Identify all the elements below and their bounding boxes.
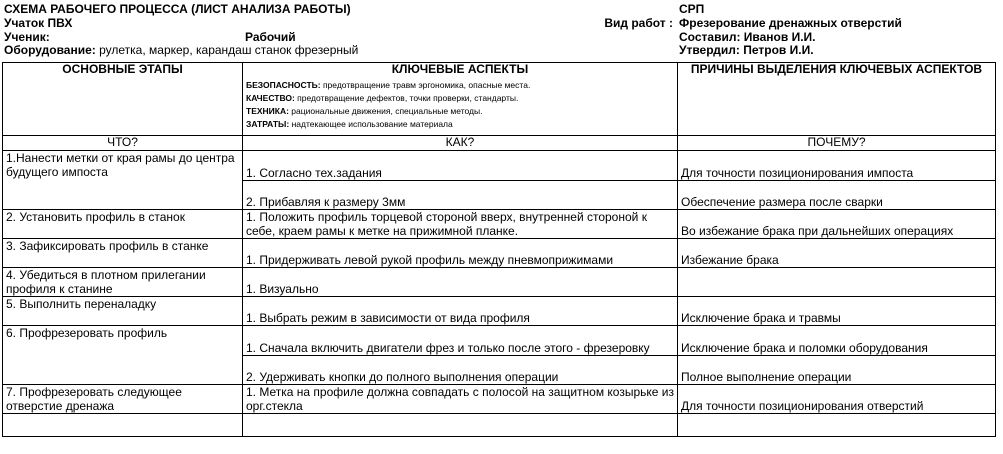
- aspect-costs: ЗАТРАТЫ: надтекающее использование материала: [246, 119, 453, 129]
- what-cell: 5. Выполнить переналадку: [3, 297, 243, 326]
- work-type-value: Фрезерование дренажных отверстий: [679, 16, 902, 30]
- why-cell: [678, 414, 996, 437]
- why-cell: Исключение брака и травмы: [678, 297, 996, 326]
- department-code: СРП: [679, 2, 705, 16]
- table-row: [3, 151, 996, 181]
- aspect-quality: КАЧЕСТВО: предотвращение дефектов, точки проверки, стандарты.: [246, 93, 519, 103]
- how-header: КАК?: [243, 136, 678, 151]
- how-cell: 1. Согласно тех.задания: [243, 151, 678, 181]
- table-row: [3, 297, 996, 326]
- equipment-line: [4, 43, 358, 57]
- document-title: СХЕМА РАБОЧЕГО ПРОЦЕССА (ЛИСТ АНАЛИЗА РАБОТЫ): [4, 2, 351, 16]
- what-header: ЧТО?: [3, 136, 243, 151]
- table-row: [3, 385, 996, 414]
- how-cell: 1. Визуально: [243, 268, 678, 297]
- why-header: ПОЧЕМУ?: [678, 136, 996, 151]
- why-cell: Исключение брака и поломки оборудования: [678, 326, 996, 356]
- how-cell: 2. Удерживать кнопки до полного выполнения операции: [243, 355, 678, 385]
- approved-value: Петров И.И.: [743, 43, 814, 57]
- aspect-safety: БЕЗОПАСНОСТЬ: предотвращение травм эргономика, опасные места.: [246, 80, 531, 90]
- table-row: [3, 239, 996, 268]
- why-cell: Для точности позиционирования импоста: [678, 151, 996, 181]
- approved-label: Утвердил:: [679, 43, 740, 57]
- why-cell: Избежание брака: [678, 239, 996, 268]
- why-cell: Обеспечение размера после сварки: [678, 180, 996, 210]
- what-cell: [3, 414, 243, 437]
- table-row: [3, 326, 996, 356]
- how-cell: 1. Сначала включить двигатели фрез и только после этого - фрезеровку: [243, 326, 678, 356]
- col-stages-title: ОСНОВНЫЕ ЭТАПЫ: [62, 62, 183, 76]
- what-cell: 6. Профрезеровать профиль: [3, 326, 243, 385]
- what-cell: 1.Нанести метки от края рамы до центра будущего импоста: [3, 151, 243, 210]
- table-row: [3, 268, 996, 297]
- col-aspects-header: [243, 63, 678, 136]
- compiled-value: Иванов И.И.: [743, 30, 816, 44]
- table-row: [3, 414, 996, 437]
- approved-by: [679, 43, 814, 57]
- how-cell: 1. Положить профиль торцевой стороной вверх, внутренней стороной к себе, краем рамы к метке на прижимной планке.: [243, 210, 678, 239]
- worker-label: Рабочий: [245, 30, 296, 44]
- compiled-label: Составил:: [679, 30, 741, 44]
- what-cell: 4. Убедиться в плотном прилегании профиля к станине: [3, 268, 243, 297]
- why-cell: Для точности позиционирования отверстий: [678, 385, 996, 414]
- aspect-technique: ТЕХНИКА: рациональные движения, специальные методы.: [246, 106, 483, 116]
- col-stages-header: [3, 63, 243, 136]
- equipment-value: рулетка, маркер, карандаш станок фрезерный: [99, 43, 359, 57]
- compiled-by: [679, 30, 816, 44]
- work-type-label: Вид работ :: [604, 16, 673, 30]
- site-label: Учаток: [4, 16, 45, 30]
- how-cell: 2. Прибавляя к размеру 3мм: [243, 180, 678, 210]
- what-cell: 2. Установить профиль в станок: [3, 210, 243, 239]
- site-value: ПВХ: [47, 16, 73, 30]
- col-reasons-header: [678, 63, 996, 136]
- what-cell: 3. Зафиксировать профиль в станке: [3, 239, 243, 268]
- how-cell: 1. Придерживать левой рукой профиль между пневмоприжимами: [243, 239, 678, 268]
- work-analysis-table: [2, 62, 996, 437]
- why-cell: Во избежание брака при дальнейших операциях: [678, 210, 996, 239]
- site-line: [4, 16, 72, 30]
- how-cell: 1. Метка на профиле должна совпадать с полосой на защитном козырьке из орг.стекла: [243, 385, 678, 414]
- table-row: [3, 210, 996, 239]
- table-header-row: [3, 63, 996, 136]
- how-cell: [243, 414, 678, 437]
- student-label: Ученик:: [4, 30, 50, 44]
- col-reasons-title: ПРИЧИНЫ ВЫДЕЛЕНИЯ КЛЮЧЕВЫХ АСПЕКТОВ: [690, 62, 983, 76]
- aspects-legend: [246, 79, 674, 131]
- question-row: [3, 136, 996, 151]
- how-cell: 1. Выбрать режим в зависимости от вида профиля: [243, 297, 678, 326]
- col-aspects-title: КЛЮЧЕВЫЕ АСПЕКТЫ: [391, 62, 529, 76]
- equipment-label: Оборудование:: [4, 43, 96, 57]
- why-cell: Полное выполнение операции: [678, 355, 996, 385]
- what-cell: 7. Профрезеровать следующее отверстие дренажа: [3, 385, 243, 414]
- why-cell: [678, 268, 996, 297]
